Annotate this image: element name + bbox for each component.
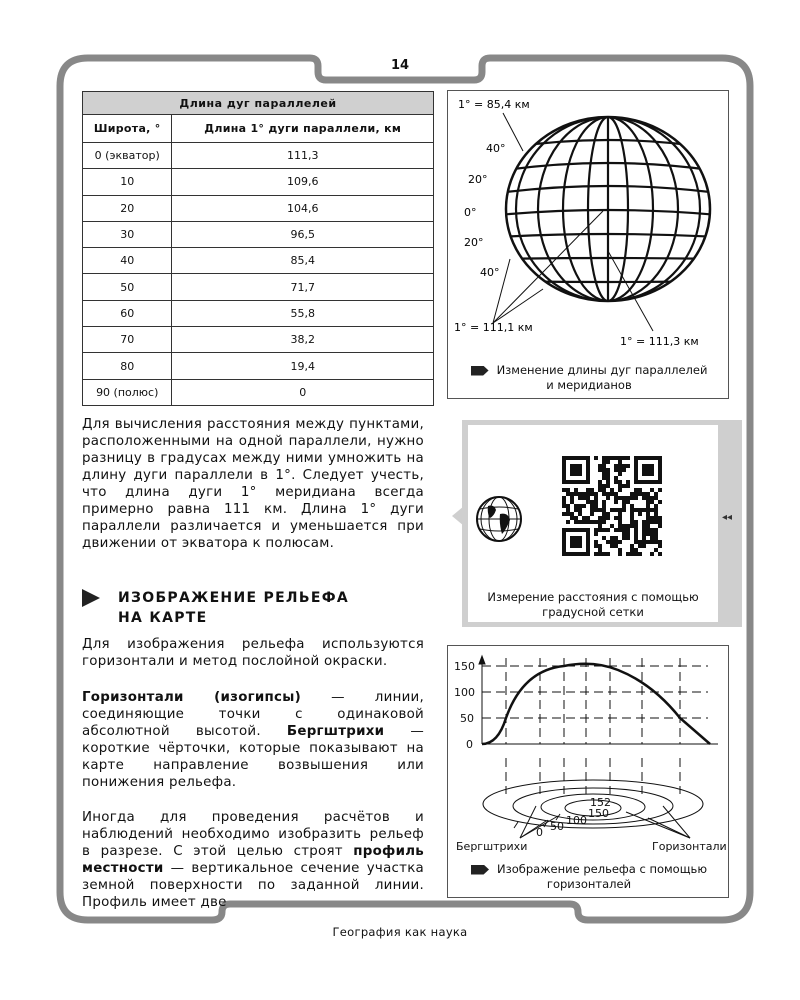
side-arrow-icon[interactable]: ◂◂ (722, 512, 733, 523)
globe-icon (474, 494, 524, 544)
table-row (83, 169, 434, 195)
table-row (83, 327, 434, 353)
heading-line2: НА КАРТЕ (118, 610, 208, 626)
globe-caption (458, 363, 720, 393)
table-row (83, 195, 434, 221)
heading-line1: ИЗОБРАЖЕНИЕ РЕЛЬЕФА (118, 590, 350, 606)
y-tick: 150 (454, 660, 475, 673)
paragraph-text: — линии, соединяющие точки с одинаковой абсолютной высотой. (82, 690, 424, 739)
qr-caption (468, 590, 718, 620)
table-cell: 80 (83, 353, 172, 379)
globe-caption-line1: Изменение длины дуг параллелей (496, 363, 708, 377)
paragraph-text: — короткие чёрточки, которые показывают на карте направление возвышения или понижения рельефа. (82, 724, 424, 790)
table-row (83, 143, 434, 169)
page-footer: География как наука (332, 925, 468, 939)
caption-arrow-icon (471, 865, 489, 875)
globe-label-top: 1° = 85,4 км (458, 98, 530, 111)
relief-diagram (448, 646, 728, 856)
contour-label: 100 (566, 814, 587, 827)
relief-caption-line1: Изображение рельефа с помощью (497, 862, 707, 876)
contour-label: 50 (550, 820, 564, 833)
paragraph-contours (82, 689, 424, 791)
paragraph-distance: Для вычисления расстояния между пунктами, расположенными на одной параллели, нужно разницу в градусах между ними умножить на длину дуги параллели в 1°. Следует учесть, что длина дуги 1° меридиана всегда примерно равна 111 км. Длина 1° дуги параллели различается и уменьшается при движении от экватора к полюсам. (82, 417, 424, 551)
table-row (83, 274, 434, 300)
table-cell: 40 (83, 248, 172, 274)
globe-figure (447, 90, 729, 399)
qr-caption-line2: градусной сетки (542, 605, 644, 619)
term-contours: Горизонтали (изогипсы) (82, 690, 301, 705)
y-tick: 0 (466, 738, 473, 751)
table-cell: 96,5 (172, 221, 434, 247)
table-cell: 10 (83, 169, 172, 195)
relief-figure (447, 645, 729, 898)
table-cell: 38,2 (172, 327, 434, 353)
lat-label: 0° (464, 206, 477, 219)
qr-code[interactable] (555, 456, 670, 556)
table-cell: 111,3 (172, 143, 434, 169)
page-number: 14 (390, 58, 410, 73)
table-header-latitude: Широта, ° (83, 115, 172, 143)
contour-label: 150 (588, 807, 609, 820)
contour-label: 0 (536, 826, 543, 839)
table-row (83, 248, 434, 274)
paragraph-relief: Для изображения рельефа используются горизонтали и метод послойной окраски. (82, 637, 424, 669)
paragraph-profile (82, 809, 424, 911)
lat-label: 40° (480, 266, 500, 279)
lat-label: 20° (464, 236, 484, 249)
lat-label: 20° (468, 173, 488, 186)
globe-diagram (448, 91, 728, 351)
table-cell: 70 (83, 327, 172, 353)
section-heading (118, 588, 349, 628)
relief-caption (458, 862, 720, 892)
table-row (83, 300, 434, 326)
table-cell: 85,4 (172, 248, 434, 274)
table-cell: 19,4 (172, 353, 434, 379)
table-cell: 104,6 (172, 195, 434, 221)
y-tick: 100 (454, 686, 475, 699)
qr-caption-line1: Измерение расстояния с помощью (487, 590, 699, 604)
y-tick: 50 (460, 712, 474, 725)
globe-label-bottom-left: 1° = 111,1 км (454, 321, 533, 334)
table-row (83, 221, 434, 247)
table-cell: 55,8 (172, 300, 434, 326)
lat-label: 40° (486, 142, 506, 155)
contour-label: 152 (590, 796, 611, 809)
paragraph-text: Иногда для проведения расчётов и наблюдений необходимо изобразить рельеф в разрезе. С этой целью строят (82, 810, 424, 859)
table-cell: 109,6 (172, 169, 434, 195)
label-contours: Горизонтали (652, 840, 727, 853)
table-cell: 71,7 (172, 274, 434, 300)
caption-arrow-icon (471, 366, 489, 376)
table-cell: 0 (172, 379, 434, 405)
table-row (83, 379, 434, 405)
table-cell: 20 (83, 195, 172, 221)
table-cell: 0 (экватор) (83, 143, 172, 169)
term-bergstrokes: Бергштрихи (286, 724, 385, 739)
arc-length-table (82, 91, 434, 406)
table-cell: 30 (83, 221, 172, 247)
table-cell: 50 (83, 274, 172, 300)
label-bergstrokes: Бергштрихи (456, 840, 528, 853)
globe-caption-line2: и меридианов (546, 378, 632, 392)
term-profile: профиль местности (82, 844, 424, 876)
table-row (83, 353, 434, 379)
table-header-length: Длина 1° дуги параллели, км (172, 115, 434, 143)
table-title: Длина дуг параллелей (83, 92, 434, 115)
relief-caption-line2: горизонталей (546, 877, 632, 891)
paragraph-text: — вертикальное сечение участка земной поверхности по заданной линии. Профиль имеет две (82, 861, 424, 910)
table-cell: 90 (полюс) (83, 379, 172, 405)
globe-label-bottom-right: 1° = 111,3 км (620, 335, 699, 348)
table-cell: 60 (83, 300, 172, 326)
